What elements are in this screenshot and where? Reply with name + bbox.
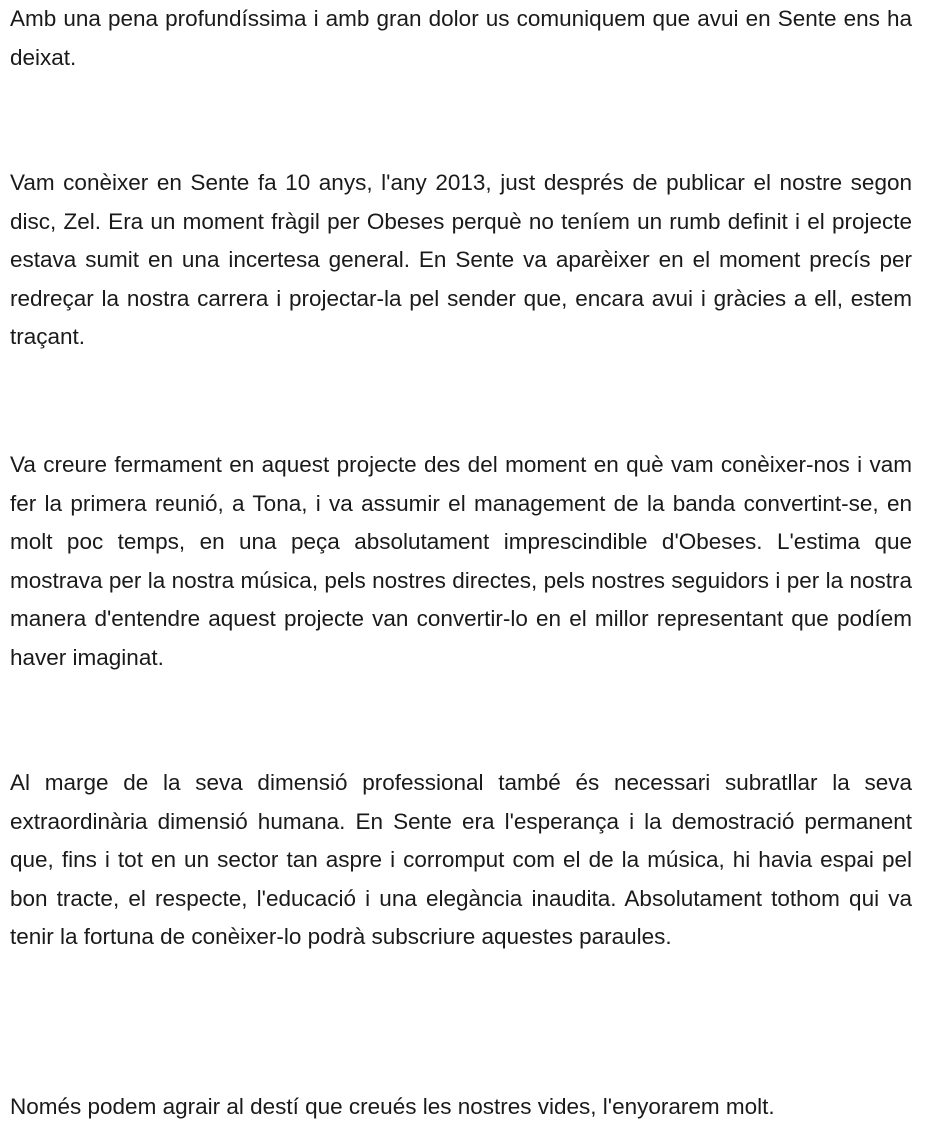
paragraph-human-dimension: Al marge de la seva dimensió professional també és necessari subratllar la seva extraordinària dimensió humana. En Sente era l'esperança i la demostració permanent que, fins i tot en un sector tan aspre i corromput com el de la música, hi havia espai pel bon tracte, el respecte, l'educació i una elegància inaudita. Absolutament tothom qui va tenir la fortuna de conèixer-lo podrà subscriure aquestes paraules. [10,770,912,949]
paragraph-farewell: Només podem agrair al destí que creués les nostres vides, l'enyorarem molt. [10,1094,775,1119]
paragraph-meeting: Vam conèixer en Sente fa 10 anys, l'any 2013, just després de publicar el nostre segon disc, Zel. Era un moment fràgil per Obeses perquè no teníem un rumb definit i el projecte estava sumit en una incertesa general. En Sente va aparèixer en el moment precís per redreçar la nostra carrera i projectar-la pel sender que, encara avui i gràcies a ell, estem traçant. [10,170,912,349]
paragraph-management: Va creure fermament en aquest projecte des del moment en què vam conèixer-nos i vam fer la primera reunió, a Tona, i va assumir el management de la banda convertint-se, en molt poc temps, en una peça absolutament imprescindible d'Obeses. L'estima que mostrava per la nostra música, pels nostres directes, pels nostres seguidors i per la nostra manera d'entendre aquest projecte van convertir-lo en el millor representant que podíem haver imaginat. [10,452,912,670]
paragraph-announcement: Amb una pena profundíssima i amb gran dolor us comuniquem que avui en Sente ens ha deixat. [10,6,912,70]
